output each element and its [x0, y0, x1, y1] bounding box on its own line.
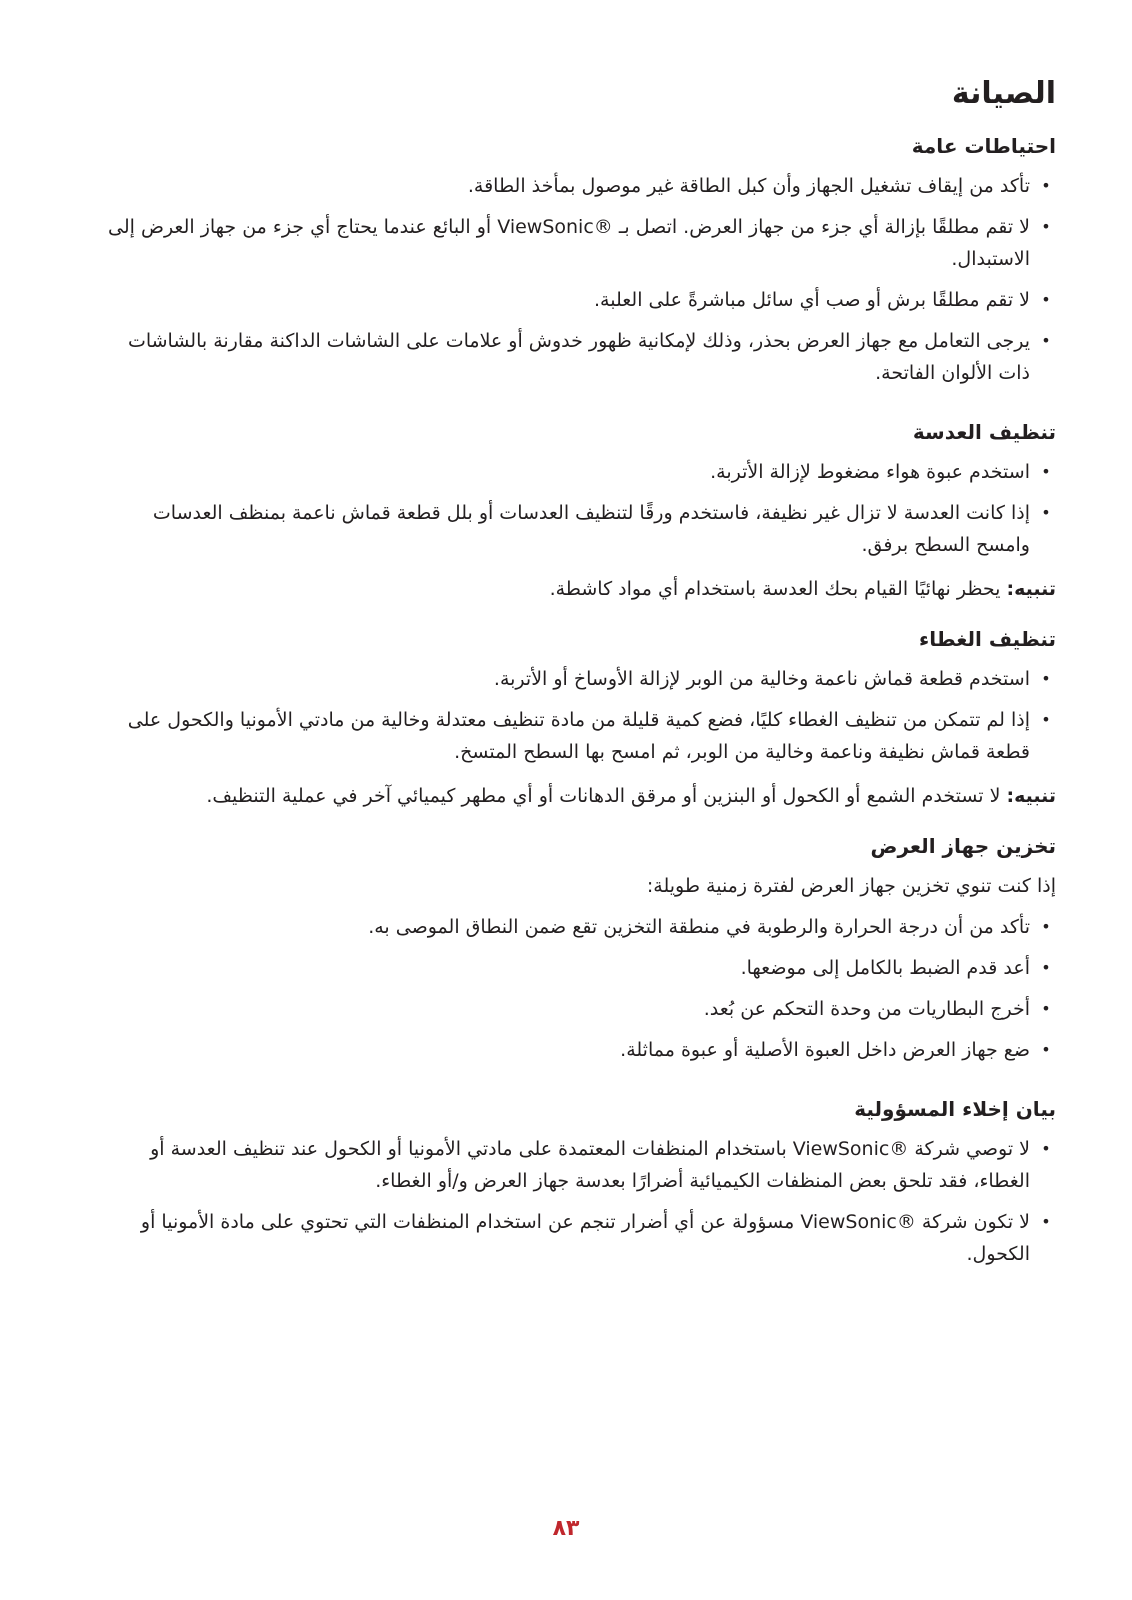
- section-heading: بيان إخلاء المسؤولية: [854, 1097, 1056, 1121]
- caution-note: [96, 780, 1056, 812]
- list-item-text: لا تكون شركة ®ViewSonic مسؤولة عن أي أضرار تنجم عن استخدام المنظفات التي تحتوي على مادة الأمونيا أو الكحول.: [140, 1211, 1030, 1265]
- list-item: [96, 1206, 1056, 1270]
- list-item-text: استخدم قطعة قماش ناعمة وخالية من الوبر لإزالة الأوساخ أو الأتربة.: [493, 668, 1030, 690]
- bullet-icon: •: [1041, 176, 1051, 195]
- bullet-icon: •: [1041, 669, 1051, 688]
- bullet-icon: •: [1041, 290, 1051, 309]
- bullet-icon: •: [1041, 217, 1051, 236]
- list-item-text: إذا لم تتمكن من تنظيف الغطاء كليًا، فضع كمية قليلة من مادة تنظيف معتدلة وخالية من مادتي الأمونيا والكحول على قطعة قماش نظيفة وناعمة وخالية من الوبر، ثم امسح بها السطح المتسخ.: [127, 709, 1030, 763]
- manual-page: [96, 72, 1056, 1279]
- list-item-text: لا تقم مطلقًا برش أو صب أي سائل مباشرةً على العلبة.: [594, 289, 1030, 311]
- list-item: [96, 952, 1056, 984]
- list-item-text: تأكد من أن درجة الحرارة والرطوبة في منطقة التخزين تقع ضمن النطاق الموصى به.: [368, 916, 1030, 938]
- bullet-icon: •: [1041, 1212, 1051, 1231]
- list-item-text: أعد قدم الضبط بالكامل إلى موضعها.: [740, 957, 1030, 979]
- bullet-list: [96, 911, 1056, 1066]
- section-heading: تخزين جهاز العرض: [870, 834, 1056, 858]
- section-cleaning-case: [96, 623, 1056, 812]
- section-general-precautions: [96, 130, 1056, 389]
- list-item-text: لا تقم مطلقًا بإزالة أي جزء من جهاز العرض. اتصل بـ ®ViewSonic أو البائع عندما يحتاج أي جزء من جهاز العرض إلى الاستبدال.: [108, 216, 1030, 270]
- list-item-text: إذا كانت العدسة لا تزال غير نظيفة، فاستخدم ورقًا لتنظيف العدسات أو بلل قطعة قماش ناعمة بمنظف العدسات وامسح السطح برفق.: [152, 502, 1030, 556]
- list-item-text: ضع جهاز العرض داخل العبوة الأصلية أو عبوة مماثلة.: [620, 1039, 1030, 1061]
- list-item: [96, 1034, 1056, 1066]
- list-item: [96, 1133, 1056, 1197]
- bullet-icon: •: [1041, 331, 1051, 350]
- caution-label: تنبيه:: [1006, 578, 1056, 600]
- list-item-text: تأكد من إيقاف تشغيل الجهاز وأن كبل الطاقة غير موصول بمأخذ الطاقة.: [467, 175, 1030, 197]
- list-item: [96, 284, 1056, 316]
- bullet-icon: •: [1041, 999, 1051, 1018]
- page-number: ٨٣: [552, 1516, 580, 1541]
- list-item: [96, 211, 1056, 275]
- bullet-icon: •: [1041, 710, 1051, 729]
- bullet-icon: •: [1041, 1139, 1051, 1158]
- list-item: [96, 993, 1056, 1025]
- list-item: [96, 325, 1056, 389]
- list-item-text: استخدم عبوة هواء مضغوط لإزالة الأتربة.: [710, 461, 1030, 483]
- caution-text: لا تستخدم الشمع أو الكحول أو البنزين أو مرقق الدهانات أو أي مطهر كيميائي آخر في عملية التنظيف.: [206, 785, 1001, 807]
- section-heading: تنظيف الغطاء: [919, 627, 1056, 651]
- bullet-list: [96, 456, 1056, 561]
- bullet-list: [96, 1133, 1056, 1270]
- bullet-list: [96, 170, 1056, 389]
- caution-note: [96, 573, 1056, 605]
- bullet-icon: •: [1041, 917, 1051, 936]
- section-intro: إذا كنت تنوي تخزين جهاز العرض لفترة زمنية طويلة:: [646, 875, 1056, 897]
- list-item-text: لا توصي شركة ®ViewSonic باستخدام المنظفات المعتمدة على مادتي الأمونيا أو الكحول عند تنظيف العدسة أو الغطاء، فقد تلحق بعض المنظفات الكيميائية أضرارًا بعدسة جهاز العرض و/أو الغطاء.: [150, 1138, 1030, 1192]
- bullet-icon: •: [1041, 1040, 1051, 1059]
- section-disclaimer: [96, 1093, 1056, 1270]
- list-item: [96, 704, 1056, 768]
- list-item: [96, 170, 1056, 202]
- list-item-text: أخرج البطاريات من وحدة التحكم عن بُعد.: [703, 998, 1030, 1020]
- bullet-icon: •: [1041, 503, 1051, 522]
- list-item: [96, 497, 1056, 561]
- bullet-icon: •: [1041, 462, 1051, 481]
- section-cleaning-lens: [96, 416, 1056, 605]
- section-storing-projector: [96, 830, 1056, 1066]
- section-heading: تنظيف العدسة: [912, 420, 1056, 444]
- list-item: [96, 663, 1056, 695]
- page-title: الصيانة: [951, 76, 1056, 111]
- caution-label: تنبيه:: [1006, 785, 1056, 807]
- bullet-icon: •: [1041, 958, 1051, 977]
- list-item: [96, 911, 1056, 943]
- list-item: [96, 456, 1056, 488]
- caution-text: يحظر نهائيًا القيام بحك العدسة باستخدام أي مواد كاشطة.: [549, 578, 1001, 600]
- section-heading: احتياطات عامة: [911, 134, 1056, 158]
- bullet-list: [96, 663, 1056, 768]
- list-item-text: يرجى التعامل مع جهاز العرض بحذر، وذلك لإمكانية ظهور خدوش أو علامات على الشاشات الداكنة مقارنة بالشاشات ذات الألوان الفاتحة.: [127, 330, 1030, 384]
